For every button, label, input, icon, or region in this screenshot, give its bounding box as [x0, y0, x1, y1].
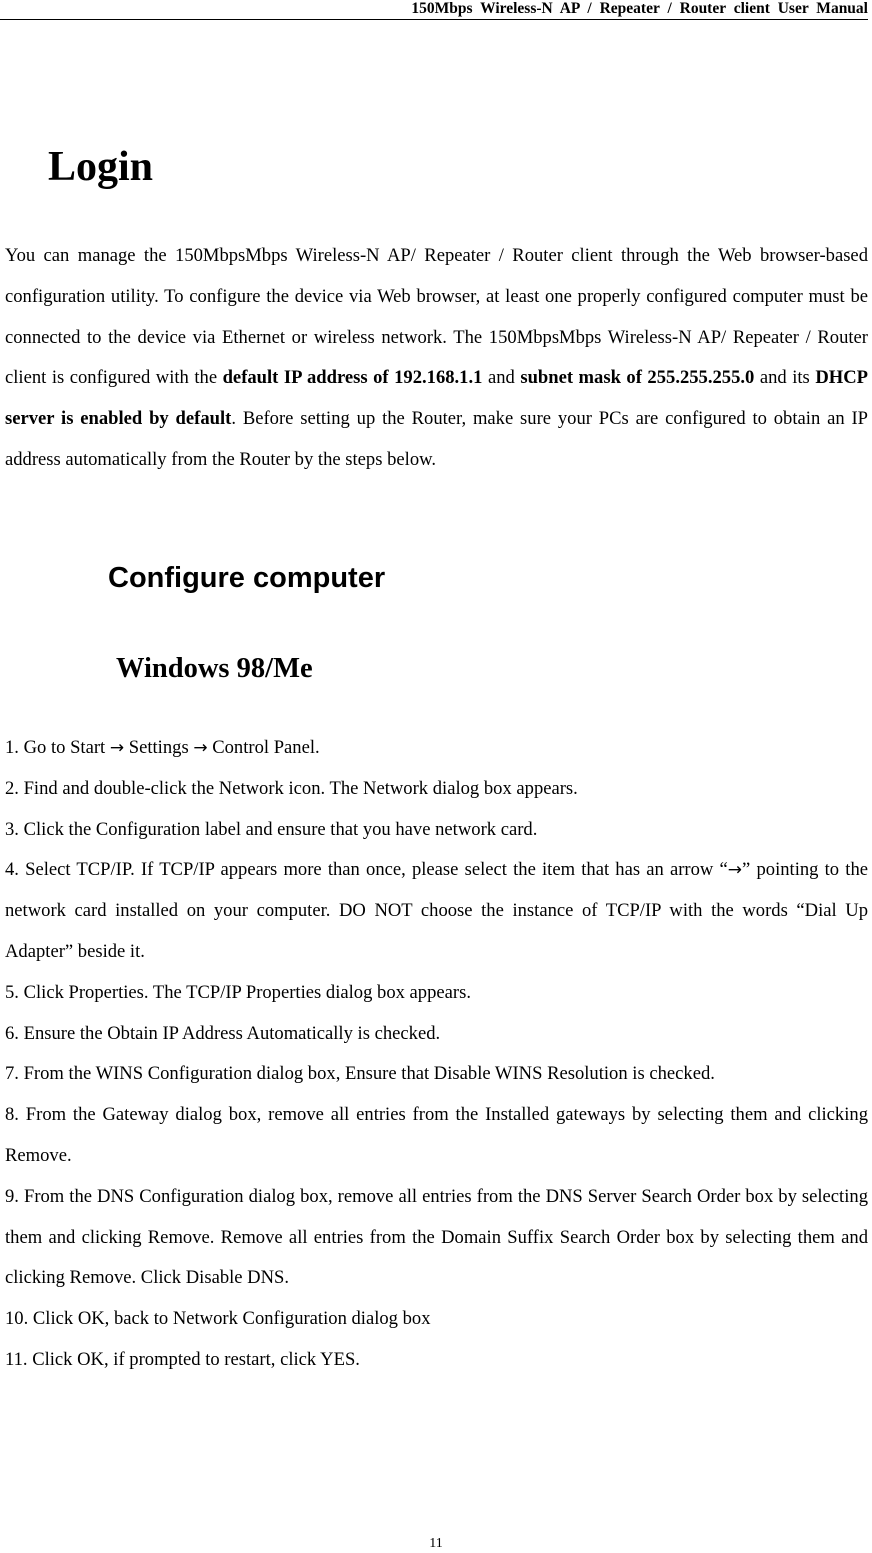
step-4: 4. Select TCP/IP. If TCP/IP appears more than once, please select the item that has an arrow “→” pointing to the network card installed on your computer. DO NOT choose the instance of TCP/IP with the words “Dial Up Adapter” beside it.	[5, 859, 869, 962]
manual-title: 150Mbps Wireless-N AP / Repeater / Router client User Manual	[411, 0, 868, 17]
step-3: 3. Click the Configuration label and ensure that you have network card.	[5, 818, 538, 840]
step-1: 1. Go to Start → Settings → Control Panel.	[5, 737, 320, 758]
default-ip-text: default IP address of 192.168.1.1	[222, 367, 483, 389]
page-number: 11	[429, 1536, 443, 1551]
intro-paragraph	[5, 236, 868, 481]
subnet-mask-text: subnet mask of 255.255.255.0	[520, 367, 755, 389]
step-7: 7. From the WINS Configuration dialog box, Ensure that Disable WINS Resolution is checked.	[5, 1063, 715, 1085]
intro-text-2: and	[482, 367, 521, 389]
arrow-right-icon: →	[109, 738, 125, 758]
intro-text-4: . Before setting up the Router, make sure your PCs are configured to obtain an IP address automatically from the Router by the steps below.	[5, 408, 868, 470]
heading-windows-98-me: Windows 98/Me	[116, 653, 313, 684]
steps-list	[5, 728, 868, 1381]
step-2: 2. Find and double-click the Network icon. The Network dialog box appears.	[5, 777, 578, 799]
step-9: 9. From the DNS Configuration dialog box, remove all entries from the DNS Server Search Order box by selecting them and clicking Remove. Remove all entries from the Domain Suffix Search Order box by selecting them and clicking Remove. Click Disable DNS.	[5, 1185, 868, 1289]
arrow-right-icon: →	[727, 860, 743, 881]
page-header	[0, 0, 868, 20]
heading-login: Login	[48, 144, 154, 190]
intro-text-1: You can manage the 150MbpsMbps Wireless-N AP/ Repeater / Router client through the Web browser-based configuration utility. To configure the device via Web browser, at least one properly configured computer must be connected to the device via Ethernet or wireless network. The 150MbpsMbps Wireless-N AP/ Repeater / Router client is configured with the	[5, 245, 868, 389]
arrow-right-icon: →	[193, 738, 208, 758]
step-5: 5. Click Properties. The TCP/IP Properties dialog box appears.	[5, 981, 471, 1003]
intro-text-3: and its	[754, 367, 816, 389]
step-10: 10. Click OK, back to Network Configuration dialog box	[5, 1308, 431, 1330]
step-11: 11. Click OK, if prompted to restart, click YES.	[5, 1348, 360, 1370]
step-6: 6. Ensure the Obtain IP Address Automatically is checked.	[5, 1022, 441, 1044]
step-8: 8. From the Gateway dialog box, remove all entries from the Installed gateways by selecting them and clicking Remove.	[5, 1104, 868, 1166]
heading-configure-computer: Configure computer	[108, 562, 386, 594]
dhcp-server-text: DHCP server is enabled by default	[5, 367, 868, 430]
